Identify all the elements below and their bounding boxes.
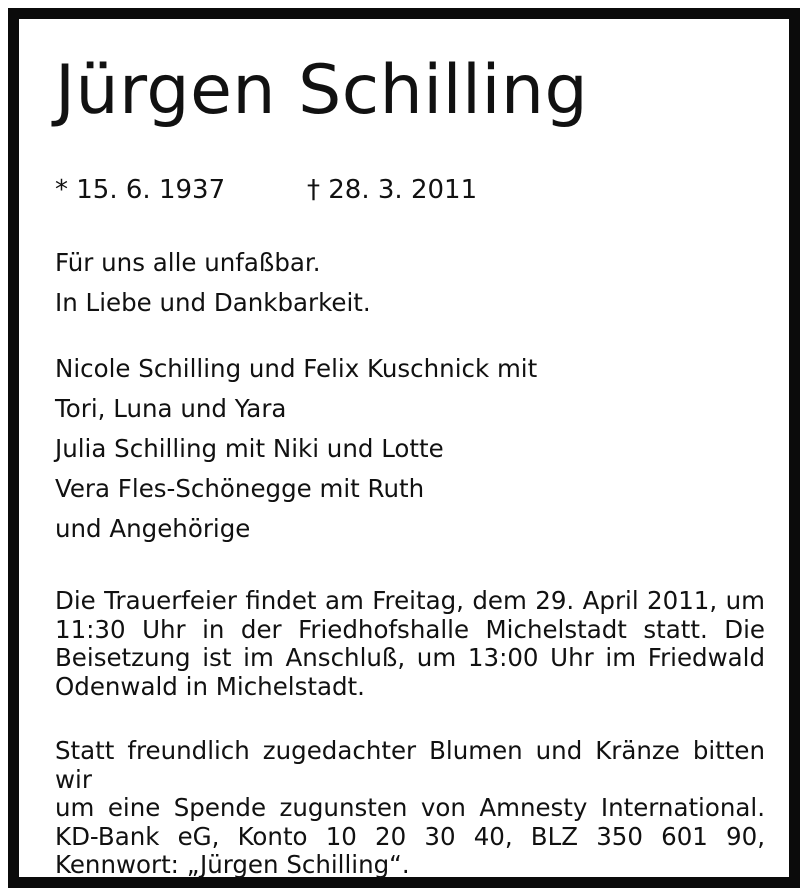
mourner-line: und Angehörige — [55, 514, 251, 543]
service-line: Odenwald in Michelstadt. — [55, 671, 365, 701]
notice-content — [55, 51, 765, 879]
mourner-line: Tori, Luna und Yara — [55, 394, 287, 423]
service-line: Die Trauerfeier findet am Freitag, dem 29. April 2011, um — [55, 586, 765, 615]
birth-date: * 15. 6. 1937 — [55, 175, 226, 205]
mourners-list — [55, 349, 537, 549]
intro-text — [55, 243, 371, 323]
donation-line: um eine Spende zugunsten von Amnesty International. — [55, 793, 765, 822]
service-line: 11:30 Uhr in der Friedhofshalle Michelstadt statt. Die — [55, 614, 765, 644]
intro-line: In Liebe und Dankbarkeit. — [55, 288, 371, 317]
donation-line: Statt freundlich zugedachter Blumen und Kränze bitten wir — [55, 736, 765, 794]
death-date: † 28. 3. 2011 — [307, 175, 478, 205]
mourner-line: Vera Fles-Schönegge mit Ruth — [55, 474, 425, 503]
donation-line: Kennwort: „Jürgen Schilling“. — [55, 850, 410, 879]
service-line: Beisetzung ist im Anschluß, um 13:00 Uhr im Friedwald — [55, 643, 765, 672]
mourner-line: Julia Schilling mit Niki und Lotte — [55, 434, 444, 463]
intro-line: Für uns alle unfaßbar. — [55, 248, 321, 277]
donation-line: KD-Bank eG, Konto 10 20 30 40, BLZ 350 601 90, — [55, 821, 765, 851]
mourner-line: Nicole Schilling und Felix Kuschnick mit — [55, 354, 538, 383]
funeral-service-info — [55, 587, 765, 701]
deceased-name: Jürgen Schilling — [55, 51, 589, 130]
donation-info — [55, 737, 765, 880]
obituary-notice — [8, 8, 800, 888]
